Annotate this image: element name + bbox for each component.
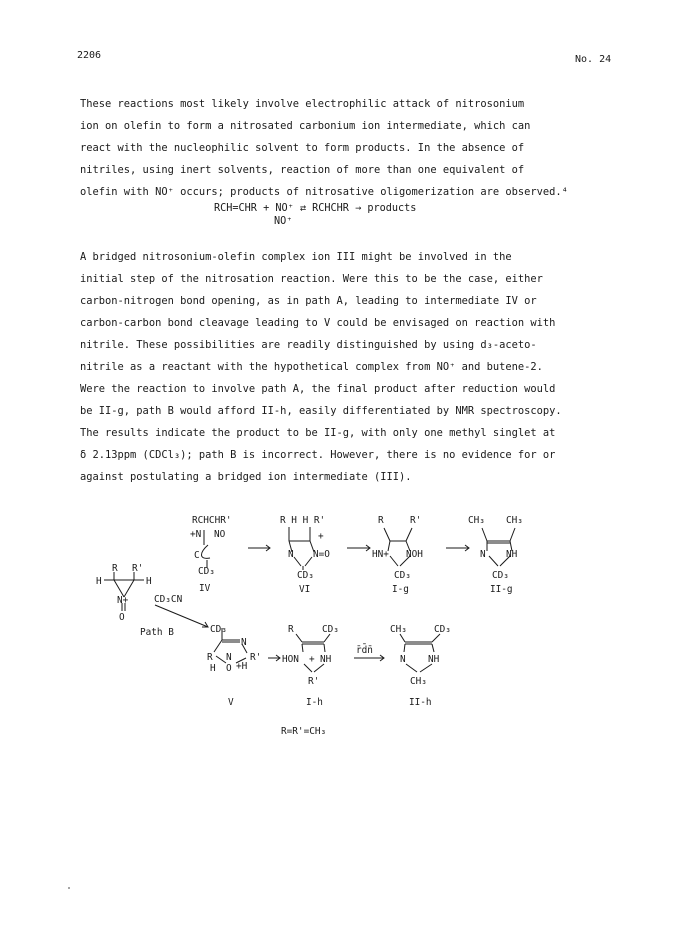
iv-cd3: CD₃ <box>198 566 215 577</box>
ih-r: R <box>288 624 294 635</box>
issue-number: No. 24 <box>575 54 612 65</box>
text-line: nitrile. These possibilities are readily distinguished by using d₃-aceto- <box>80 339 537 351</box>
ih-nh: NH <box>320 654 332 665</box>
text-line: nitriles, using inert solvents, reaction of more than one equivalent of <box>80 164 525 176</box>
v-h: H <box>210 663 216 674</box>
ig-label: I-g <box>392 584 409 595</box>
ig-cd3: CD₃ <box>394 570 411 581</box>
v-label: V <box>228 697 234 708</box>
text-line: carbon-nitrogen bond opening, as in path A, leading to intermediate IV or <box>80 295 537 307</box>
text-line: Were the reaction to involve path A, the final product after reduction would <box>80 383 556 395</box>
text-line: The results indicate the product to be II-g, with only one methyl singlet at <box>80 427 556 439</box>
iig-ch3-left: CH₃ <box>468 515 485 526</box>
iii-rprime: R' <box>132 563 144 574</box>
text-line: olefin with NO⁺ occurs; products of nitrosative oligomerization are observed.⁴ <box>80 186 568 198</box>
text-line: δ 2.13ppm (CDCl₃); path B is incorrect. However, there is no evidence for or <box>80 449 556 461</box>
iig-nh: NH <box>506 549 518 560</box>
path-b-label: Path B <box>140 627 174 638</box>
equation-line-1: RCH=CHR + NO⁺ ⇄ RCHCHR → products <box>214 203 417 214</box>
iih-n: N <box>400 654 406 665</box>
iih-ch3: CH₃ <box>390 624 407 635</box>
ig-rprime: R' <box>410 515 422 526</box>
ig-r: R <box>378 515 384 526</box>
iii-h-left: H <box>96 576 102 587</box>
vi-plus: + <box>318 531 324 542</box>
iih-ch3-bottom: CH₃ <box>410 676 427 687</box>
v-plus-h: +H <box>236 661 248 672</box>
ih-plus: + <box>309 654 315 665</box>
v-rprime: R' <box>250 652 262 663</box>
text-line: carbon-carbon bond cleavage leading to V could be envisaged on reaction with <box>80 317 556 329</box>
iih-label: II-h <box>409 697 432 708</box>
iv-top: RCHCHR' <box>192 515 232 526</box>
iii-h-right: H <box>146 576 152 587</box>
reduction-label: r̄d̄n̄ <box>356 645 373 656</box>
iig-ch3-right: CH₃ <box>506 515 523 526</box>
text-line: ion on olefin to form a nitrosated carbonium ion intermediate, which can <box>80 120 531 132</box>
text-line: nitrile as a reactant with the hypothetical complex from NO⁺ and butene-2. <box>80 361 543 373</box>
ig-hn: HN+ <box>372 549 389 560</box>
text-line: react with the nucleophilic solvent to form products. In the absence of <box>80 142 525 154</box>
iih-cd3: CD₃ <box>434 624 451 635</box>
v-r: R <box>207 652 213 663</box>
ih-label: I-h <box>306 697 323 708</box>
equation-line-2: NO⁺ <box>274 216 293 227</box>
iig-label: II-g <box>490 584 513 595</box>
v-nh: N <box>226 652 232 663</box>
vi-label: VI <box>299 584 311 595</box>
iii-nplus: N+ <box>117 595 129 606</box>
vi-n-right: N=O <box>313 549 330 560</box>
vi-cd3: CD₃ <box>297 570 314 581</box>
iii-o: O <box>119 612 125 623</box>
text-line: against postulating a bridged ion intermediate (III). <box>80 471 412 483</box>
ih-rprime: R' <box>308 676 320 687</box>
v-cd3: CD₃ <box>210 624 227 635</box>
v-o: O <box>226 663 232 674</box>
iii-r: R <box>112 563 118 574</box>
iv-no: NO <box>214 529 226 540</box>
page-speck <box>68 887 70 889</box>
iv-c: C <box>194 550 200 561</box>
ih-cd3: CD₃ <box>322 624 339 635</box>
substituent-legend: R=R'=CH₃ <box>281 726 327 737</box>
ig-noh: NOH <box>406 549 423 560</box>
text-line: initial step of the nitrosation reaction. Were this to be the case, either <box>80 273 543 285</box>
ih-hon: HON <box>282 654 299 665</box>
vi-n-left: N <box>288 549 294 560</box>
v-n: N <box>241 637 247 648</box>
iv-nplus: +N <box>190 529 202 540</box>
iv-label: IV <box>199 583 211 594</box>
vi-top: R H H R' <box>280 515 326 526</box>
text-line: A bridged nitrosonium-olefin complex ion III might be involved in the <box>80 251 512 263</box>
text-line: be II-g, path B would afford II-h, easily differentiated by NMR spectroscopy. <box>80 405 562 417</box>
iig-n: N <box>480 549 486 560</box>
page-number: 2206 <box>77 50 102 61</box>
text-line: These reactions most likely involve electrophilic attack of nitrosonium <box>80 98 525 110</box>
iih-nh: NH <box>428 654 440 665</box>
reagent: CD₃CN <box>154 594 183 605</box>
iig-cd3: CD₃ <box>492 570 509 581</box>
